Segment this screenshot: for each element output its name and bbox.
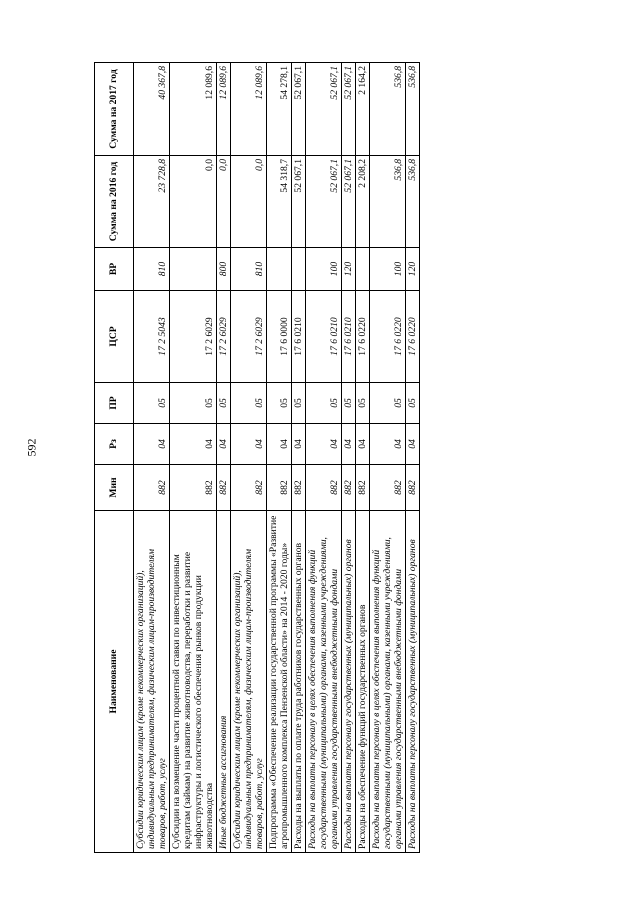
cell-min: 882	[170, 465, 217, 511]
cell-sum-2017: 2 164,2	[356, 63, 370, 156]
table-row	[356, 63, 370, 853]
cell-vr	[267, 248, 292, 291]
table-header-row	[95, 63, 134, 853]
cell-vr	[356, 248, 370, 291]
cell-sum-2017: 12 089,6	[217, 63, 231, 156]
cell-sum-2017: 536,8	[406, 63, 420, 156]
header-rz: Рз	[95, 424, 134, 465]
cell-csr: 17 6 0210	[292, 291, 306, 383]
cell-name: Расходы на выплаты персоналу в целях обеспечения выполнения функций государственными (муниципальными) органами, казенными учреждениями, органами управления государственными внебюджетными фондами	[306, 511, 342, 853]
header-name: Наименование	[95, 511, 134, 853]
table-row	[217, 63, 231, 853]
cell-sum-2017: 12 089,6	[170, 63, 217, 156]
header-sum-2017: Сумма на 2017 год	[95, 63, 134, 156]
header-pr: ПР	[95, 383, 134, 424]
cell-rz: 04	[292, 424, 306, 465]
table-row	[406, 63, 420, 853]
cell-min: 882	[306, 465, 342, 511]
cell-sum-2017: 12 089,6	[231, 63, 267, 156]
cell-sum-2016: 52 067,1	[292, 156, 306, 248]
cell-csr: 17 2 6029	[170, 291, 217, 383]
cell-sum-2016: 54 318,7	[267, 156, 292, 248]
table-row	[306, 63, 342, 853]
cell-vr	[170, 248, 217, 291]
cell-sum-2017: 52 067,1	[342, 63, 356, 156]
cell-min: 882	[267, 465, 292, 511]
cell-rz: 04	[306, 424, 342, 465]
cell-sum-2017: 40 367,8	[134, 63, 170, 156]
cell-pr: 05	[292, 383, 306, 424]
cell-rz: 04	[356, 424, 370, 465]
cell-min: 882	[342, 465, 356, 511]
cell-name: Расходы на обеспечение функций государственных органов	[356, 511, 370, 853]
cell-sum-2017: 536,8	[370, 63, 406, 156]
cell-pr: 05	[370, 383, 406, 424]
header-csr: ЦСР	[95, 291, 134, 383]
cell-pr: 05	[217, 383, 231, 424]
cell-rz: 04	[267, 424, 292, 465]
cell-csr: 17 6 0220	[370, 291, 406, 383]
header-sum-2016: Сумма на 2016 год	[95, 156, 134, 248]
cell-sum-2016: 23 728,8	[134, 156, 170, 248]
cell-rz: 04	[170, 424, 217, 465]
cell-pr: 05	[267, 383, 292, 424]
cell-sum-2016: 0,0	[170, 156, 217, 248]
cell-name: Субсидии на возмещение части процентной ставки по инвестиционным кредитам (займам) на развитие животноводства, переработки и развитие инфраструктуры и логистического обеспечения рынков продукции животноводства	[170, 511, 217, 853]
cell-vr: 100	[306, 248, 342, 291]
cell-name: Расходы на выплаты персоналу в целях обеспечения выполнения функций государственными (муниципальными) органами, казенными учреждениями, органами управления государственными внебюджетными фондами	[370, 511, 406, 853]
cell-vr: 120	[406, 248, 420, 291]
cell-min: 882	[356, 465, 370, 511]
cell-name: Иные бюджетные ассигнования	[217, 511, 231, 853]
cell-pr: 05	[342, 383, 356, 424]
cell-name: Расходы на выплаты по оплате труда работников государственных органов	[292, 511, 306, 853]
cell-name: Субсидии юридическим лицам (кроме некоммерческих организаций), индивидуальным предпринимателям, физическим лицам-производителям товаров, работ, услуг	[231, 511, 267, 853]
cell-csr: 17 6 0210	[342, 291, 356, 383]
cell-rz: 04	[370, 424, 406, 465]
header-vr: ВР	[95, 248, 134, 291]
cell-name: Расходы на выплаты персоналу государственных (муниципальных) органов	[406, 511, 420, 853]
table-body	[134, 63, 420, 853]
cell-pr: 05	[406, 383, 420, 424]
cell-sum-2016: 536,8	[370, 156, 406, 248]
table-row	[134, 63, 170, 853]
budget-table	[94, 62, 420, 853]
cell-min: 882	[231, 465, 267, 511]
cell-sum-2016: 52 067,1	[342, 156, 356, 248]
cell-sum-2016: 0,0	[217, 156, 231, 248]
table-row	[342, 63, 356, 853]
cell-csr: 17 2 6029	[231, 291, 267, 383]
cell-pr: 05	[231, 383, 267, 424]
cell-sum-2017: 52 067,1	[292, 63, 306, 156]
table-row	[292, 63, 306, 853]
cell-min: 882	[134, 465, 170, 511]
cell-vr: 100	[370, 248, 406, 291]
cell-sum-2016: 2 208,2	[356, 156, 370, 248]
cell-pr: 05	[134, 383, 170, 424]
cell-rz: 04	[217, 424, 231, 465]
cell-min: 882	[217, 465, 231, 511]
cell-vr: 120	[342, 248, 356, 291]
cell-name: Субсидии юридическим лицам (кроме некоммерческих организаций), индивидуальным предпринимателям, физическим лицам-производителям товаров, работ, услуг	[134, 511, 170, 853]
cell-min: 882	[370, 465, 406, 511]
cell-vr: 810	[134, 248, 170, 291]
table-row	[231, 63, 267, 853]
cell-csr: 17 6 0220	[356, 291, 370, 383]
page-number: 592	[24, 438, 39, 457]
cell-csr: 17 6 0000	[267, 291, 292, 383]
cell-vr: 800	[217, 248, 231, 291]
rotated-table-container	[94, 63, 420, 853]
cell-min: 882	[292, 465, 306, 511]
cell-csr: 17 6 0210	[306, 291, 342, 383]
cell-name: Расходы на выплаты персоналу государственных (муниципальных) органов	[342, 511, 356, 853]
cell-min: 882	[406, 465, 420, 511]
cell-rz: 04	[231, 424, 267, 465]
cell-sum-2016: 536,8	[406, 156, 420, 248]
cell-pr: 05	[306, 383, 342, 424]
cell-csr: 17 2 5043	[134, 291, 170, 383]
cell-sum-2017: 54 278,1	[267, 63, 292, 156]
header-min: Мин	[95, 465, 134, 511]
cell-csr: 17 6 0220	[406, 291, 420, 383]
table-row	[170, 63, 217, 853]
cell-name: Подпрограмма «Обеспечение реализации государственной программы «Развитие агропромышленного комплекса Пензенской области» на 2014 - 2020 годы»	[267, 511, 292, 853]
cell-vr	[292, 248, 306, 291]
cell-rz: 04	[134, 424, 170, 465]
cell-sum-2016: 52 067,1	[306, 156, 342, 248]
cell-pr: 05	[170, 383, 217, 424]
cell-sum-2016: 0,0	[231, 156, 267, 248]
cell-vr: 810	[231, 248, 267, 291]
cell-rz: 04	[406, 424, 420, 465]
cell-csr: 17 2 6029	[217, 291, 231, 383]
cell-sum-2017: 52 067,1	[306, 63, 342, 156]
table-row	[267, 63, 292, 853]
table-row	[370, 63, 406, 853]
cell-rz: 04	[342, 424, 356, 465]
cell-pr: 05	[356, 383, 370, 424]
